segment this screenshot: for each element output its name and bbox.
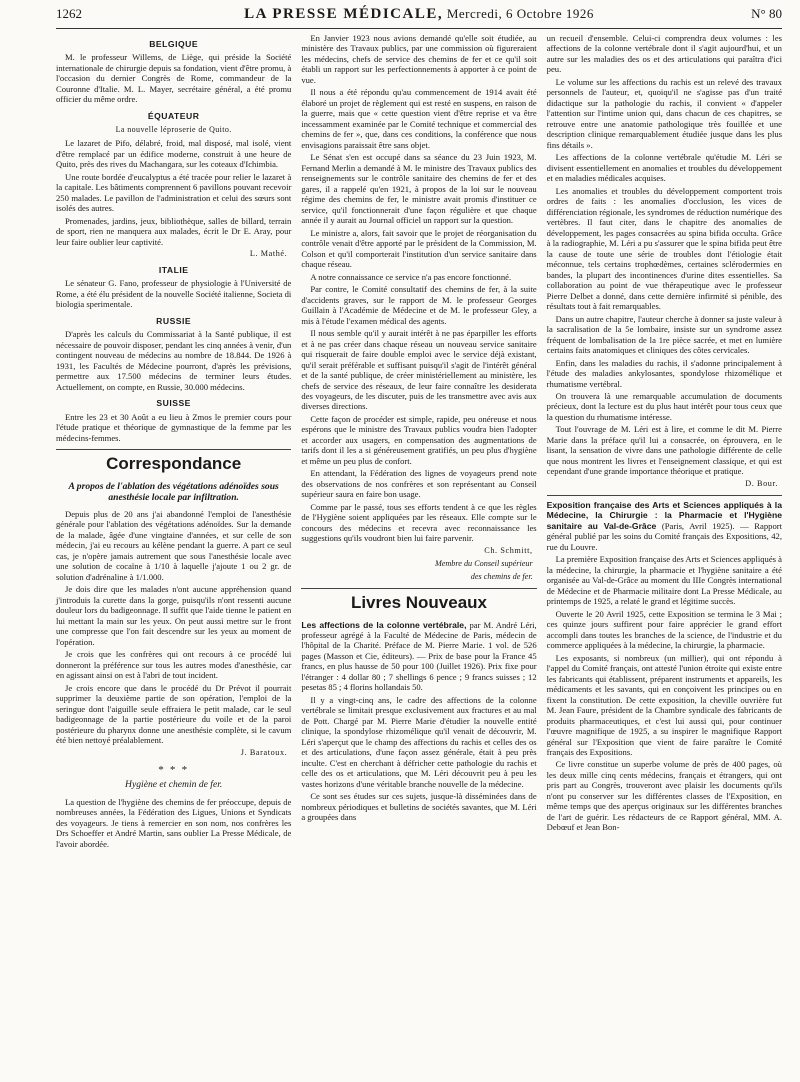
- paragraph: Promenades, jardins, jeux, bibliothèque, salles de billard, terrain de sport, rien ne manquera aux malades, écrit le Dr E. Aray, pour leur faire oublier leur captivité.: [56, 215, 292, 247]
- section-head-belgique: BELGIQUE: [149, 39, 199, 49]
- paragraph: Les exposants, si nombreux (un millier), qui ont répondu à l'appel du Comité français, ont attesté l'union étroite qui existe entre les fabricants qui établissent, préparent instruments et appareils, les médicaments et les savants, qui en conçoivent les principes ou en fixent la constitution. De cette exposition, la cheville ouvrière fut M. Jean Faure, président de la Chambre syndicale des fabricants de produits pharmaceutiques, et c'est lui aussi qui, pour continuer l'œuvre magnifique de 1925, a su inspirer le magnifique Rapport général sur l'Exposition que vient de faire paraître le Comité français des Expositions.: [546, 652, 782, 757]
- paragraph: Le volume sur les affections du rachis est un relevé des travaux personnels de l'auteur, et, quoiqu'il ne s'agisse pas d'un traité didactique sur la pathologie du rachis, il convient « d'appeler l'attention sur l'intime union qui, dans chacun de ces chapitres, se retrouve entre une anatomie pathologique très fouillée et une description clinique remarquablement étudiée jusque dans les plus fins détails ».: [546, 76, 782, 150]
- correspondance-title: Correspondance: [106, 454, 242, 474]
- paragraph: Le Sénat s'en est occupé dans sa séance du 23 Juin 1923, M. Fernand Merlin a demandé à M. le ministre des Travaux publics des renseignements sur le contrôle sanitaire des chemins de fer et des gares, il a rappelé qu'en 1921, à propos de la loi sur le nouveau régime des chemins de fer, le ministre avait promis d'instituer ce service, qu'il fonctionnerait d'une façon régulière et que chaque année il y aurait au Journal officiel un rapport sur la question.: [301, 152, 537, 226]
- journal-title: LA PRESSE MÉDICALE,: [244, 6, 444, 22]
- asterism-separator: * * *: [158, 763, 190, 776]
- book-1-reference: par M. André Léri, professeur agrégé à la Faculté de Médecine de Paris, médecin de l'hôpital de la Charité. Préface de M. Pierre Marie. 1 vol. de 526 pages (Masson et Cie, éditeurs). — Prix de base pour la France 45 francs, en plus hausse de 50 pour 100 (Juillet 1926). Prix fixe pour l'étranger : 4 dollar 80 ; 7 shellings 6 pence ; 9 francs suisses ; 12 pesetas 85 ; 4 florins hollandais 50.: [301, 619, 537, 693]
- signature-role-2: des chemins de fer.: [470, 571, 533, 581]
- section-head-suisse: SUISSE: [156, 398, 191, 409]
- paragraph: Il nous semble qu'il y aurait intérêt à ne pas éparpiller les efforts et à ne pas créer dans chaque réseau un nouveau service sanitaire qui risquerait de faire double emploi avec le service déjà existant, qu'il serait préférable et suffisant puisqu'il s'agit de l'intérêt général et de la santé publique, de créer ministériellement au ministère, les chefs de service des réseaux, de leur faire connaître les desiderata des voyageurs, de les discuter, puis de les transmettre avec avis aux diverses directions.: [301, 328, 537, 412]
- paragraph: En Janvier 1923 nous avions demandé qu'elle soit étudiée, au ministère des Travaux publics, par une commission où figureraient les médecins, chefs de service des chemins de fer et ce qu'il soit établi un rapport sur les perfectionnements à apporter à ce point de vue.: [301, 33, 537, 85]
- paragraph: Je dois dire que les malades n'ont aucune appréhension quand j'introduis la curette dans la gorge, puisqu'ils n'ont ressenti aucune douleur lors du badigeonnage. Il suffit que l'aide tienne le patient en lui mettant la main sur les yeux. On peut aussi mettre sur le front une compresse que l'on fait descendre sur les yeux au moment de l'opération.: [56, 584, 292, 647]
- paragraph: M. le professeur Willems, de Liège, qui préside la Société internationale de chirurgie depuis sa fondation, vient d'être promu, à l'occasion du dernier Congrès de Rome, commandeur de la Couronne d'Italie. M. L. Mayer, secrétaire général, a été promu officier du même ordre.: [56, 52, 292, 105]
- paragraph: Il y a vingt-cinq ans, le cadre des affections de la colonne vertébrale se limitait presque exclusivement aux fractures et au mal de Pott. Chargé par M. Pierre Marie d'étudier la nouvelle entité clinique, la spondylose rhizomélique qu'il venait de découvrir, M. Léri s'aperçut que le champ des affections du rachis et celles des os et des articulations, d'une façon assez générale, était à peu près inculte. C'est en cherchant à défricher cette pathologie du rachis et celle des os et articulations, que M. Léri découvrit peu à peu les vastes horizons d'une véritable branche nouvelle de la médecine.: [301, 694, 537, 789]
- columns: [56, 33, 782, 851]
- book-2-title: Exposition française des Arts et Sciences appliqués à la Médecine, la Chirurgie : la Pharmacie et l'Hygiène sanitaire au Val-de-Grâce: [546, 499, 782, 531]
- paragraph: La question de l'hygiène des chemins de fer préoccupe, depuis de nombreuses années, la Fédération des Ligues, Unions et Syndicats des voyageurs. Je tiens à remercier en son nom, nos confrères les Drs Schoeffer et André Martin, sans oublier La Presse Médicale, de l'avoir abordée.: [56, 796, 292, 849]
- paragraph: Dans un autre chapitre, l'auteur cherche à donner sa juste valeur à la sacralisation de la 5e lombaire, insiste sur un syndrome assez fréquent de lombalisation de la 1re pièce sacrée, et met en lumière certains faits anatomiques et cliniques des côtes cervicales.: [546, 313, 782, 356]
- paragraph: Je crois encore que dans le procédé du Dr Prévot il pourrait supprimer la deuxième partie de son opération, l'emploi de la seringue dont l'aiguille seule effraiera le petit malade, car le seul badigeonnage de la partie postérieure du voile et de la paroi postérieure du pharynx donne une anesthésie complète, si le cavum été bien nettoyé préalablement.: [56, 682, 292, 746]
- paragraph: Depuis plus de 20 ans j'ai abandonné l'emploi de l'anesthésie générale pour l'ablation des végétations adénoïdes. Sur la demande de la malade, âgée d'une vingtaine d'années, et sur celle de son médecin, j'ai eu recours au kélène pendant la guerre. A part ce seul cas, je n'opère jamais autrement que sous l'anesthésie locale avec une solution de cocaïne à 1/10 à laquelle j'ajoute 1 ou 2 gr. de solution d'adrénaline à 1/1.000.: [56, 508, 292, 582]
- paragraph: Les affections de la colonne vertébrale qu'étudie M. Léri se divisent essentiellement en anomalies et troubles du développement et en maladies médicales acquises.: [546, 152, 782, 184]
- paragraph: D'après les calculs du Commissariat à la Santé publique, il est nécessaire de pouvoir disposer, pendant les cinq années à venir, d'un contingent nouveau de médecins au nombre de 18.844. De 1926 à 1931, les Facultés de Médecine pourront, d'après les prévisions, permettre aux 17.500 médecins de terminer leurs études. Actuellement, on compte, en Russie, 30.000 médecins.: [56, 329, 292, 392]
- paragraph: Il nous a été répondu qu'au commencement de 1914 avait été élaboré un projet de règlement qui est resté en suspens, en raison de la guerre, mais que « cette question vient d'être reprise et va être incessamment examinée par le Comité technique et commercial des chemins de fer », que, dans ces conditions, la conférence que nous envisagions paraissait être sans objet.: [301, 87, 537, 150]
- paragraph: Tout l'ouvrage de M. Léri est à lire, et comme le dit M. Pierre Marie dans la préface qu'il lui a consacrée, on éprouvera, en le lisant, la sensation de vivre dans une pathologie différente de celle que nous montrent les livres et l'enseignement classique, et qui est cependant d'une grande importance théorique et pratique.: [546, 424, 782, 477]
- section-divider: [547, 495, 782, 496]
- book-2-reference: (Paris, Avril 1925). — Rapport général publié par les soins du Comité français des Expositions, 42, rue du Louvre.: [546, 520, 782, 552]
- section-head-russie: RUSSIE: [156, 315, 192, 326]
- signature-role-1: Membre du Conseil supérieur: [434, 558, 533, 568]
- paragraph: Ouverte le 20 Avril 1925, cette Exposition se termina le 3 Mai ; ces quinze jours suffirent pour faire apprécier le grand effort accompli dans toutes les branches de la science, de l'industrie et du commerce appliquées à la médecine, la chirurgie, la pharmacie.: [546, 608, 782, 651]
- signature-baratoux: J. Baratoux.: [240, 747, 288, 757]
- column-1: [56, 33, 291, 851]
- page-header: [56, 6, 782, 29]
- column-3: [547, 33, 782, 851]
- section-head-italie: ITALIE: [158, 264, 189, 275]
- section-divider: [56, 449, 291, 450]
- column-2: [301, 33, 536, 851]
- paragraph: A notre connaissance ce service n'a pas encore fonctionné.: [310, 271, 512, 282]
- book-entry-2: [547, 500, 782, 552]
- paragraph: Le ministre a, alors, fait savoir que le projet de réorganisation du contrôle venait d'être apporté par le président de la Commission, M. Colson et qu'il comporterait l'institution d'un service sanitaire dans chaque réseau.: [301, 227, 537, 270]
- section-head-equateur: ÉQUATEUR: [147, 110, 200, 121]
- paragraph: Par contre, le Comité consultatif des chemins de fer, à la suite d'accidents graves, sur le rapport de M. le professeur Georges Guillain à l'Académie de Médecine et de M. le professeur Gley, a mis à l'étude l'examen médical des agents.: [301, 284, 537, 326]
- paragraph: La première Exposition française des Arts et Sciences appliqués à la médecine, la chirurgie, la pharmacie et l'hygiène sanitaire a été organisée au Val-de-Grâce au moment du IIIe Congrès international de Médecine et de Pharmacie militaire dont La Presse Médicale, au printemps de 1925, a relaté le grand et légitime succès.: [546, 554, 782, 607]
- paragraph: Une route bordée d'eucalyptus a été tracée pour relier le lazaret à la capitale. Les bâtiments comprennent 6 pavillons pouvant recevoir 250 malades. Le pavillon de l'administration et celui des sœurs sont isolés des autres.: [56, 171, 292, 214]
- book-entry-1: [301, 620, 536, 693]
- paragraph: Le sénateur G. Fano, professeur de physiologie à l'Université de Rome, a été élu président de la nouvelle Société italienne, Societa di biologia sperimentale.: [56, 278, 292, 310]
- signature-schmitt: Ch. Schmitt,: [484, 545, 533, 555]
- paragraph: Enfin, dans les maladies du rachis, il s'adonne principalement à l'étude des maladies ankylosantes, spondylose rhizomélique et rhumatisme vertébral.: [546, 357, 782, 389]
- livres-nouveaux-title: Livres Nouveaux: [350, 592, 488, 612]
- hygiene-title: Hygiène et chemin de fer.: [125, 779, 223, 791]
- signature-mathe: L. Mathé.: [249, 248, 288, 258]
- subheading-leproserie: La nouvelle léproserie de Quito.: [115, 125, 232, 135]
- page-number: 1262: [56, 6, 82, 21]
- paragraph: Les anomalies et troubles du développement comportent trois ordres de faits : les anomalies d'occlusion, les vices de différenciation régionale, les syndromes de réduction numérique des vertèbres. Il faut citer, dans le chapitre des anomalies de développement, les pages consacrées au spina bifida occulta. Grâce à la radiographie, M. Léri a pu s'assurer que le spina bifida peut être la cause de toute une série de troubles dont l'étiologie était méconnue, tels certains trophœdèmes, certaines sclérodermies en bandes, la plupart des incontinences d'urine dites essentielles. Sa collaboration au point de vue thérapeutique avec le professeur Pierre Delbet a donné, dans cette dernière infirmité si pénible, des résultats tout à fait remarquables.: [546, 185, 782, 312]
- journal-title-line: [244, 6, 594, 23]
- paragraph: Je crois que les confrères qui ont recours à ce procédé lui donneront la préférence sur tous les autres modes d'anesthésie, car en agissant ainsi on est à l'abri de tout incident.: [56, 649, 292, 681]
- signature-bour: D. Bour.: [745, 478, 778, 488]
- issue-date: Mercredi, 6 Octobre 1926: [446, 6, 594, 21]
- paragraph: Le lazaret de Pifo, délabré, froid, mal disposé, mal isolé, vient d'être remplacé par un édifice moderne, construit à une heure de Quito, près des rives du Machangara, sur les coteaux d'Ichimbia.: [56, 138, 292, 170]
- paragraph: Cette façon de procéder est simple, rapide, peu onéreuse et nous espérons que le ministre des Travaux publics voudra bien l'adopter et accorder aux usagers, en compensation des augmentations de tarifs dont il les a si généreusement gratifiés, un peu plus d'hygiène et même un peu plus de confort.: [301, 413, 537, 466]
- paragraph: Entre les 23 et 30 Août a eu lieu à Zmos le premier cours pour l'étude pratique et théorique de gymnastique de la femme par les médecins-femmes.: [56, 411, 292, 443]
- paragraph: En attendant, la Fédération des lignes de voyageurs prend note des observations de nos confrères et son représentant au Conseil supérieur saura en faire bon usage.: [301, 468, 537, 500]
- paragraph: Comme par le passé, tous ses efforts tendent à ce que les règles de l'Hygiène soient appliquées par les réseaux. Elle compte sur le concours des médecins et recevra avec reconnaissance les suggestions qu'ils voudront bien lui faire parvenir.: [301, 501, 537, 544]
- paragraph: Ce sont ses études sur ces sujets, jusque-là disséminées dans de nombreux périodiques et bulletins de sociétés savantes, que M. Léri a groupées dans: [301, 791, 537, 823]
- correspondance-subtitle: A propos de l'ablation des végétations adénoïdes sous anesthésie locale par infiltration.: [68, 480, 279, 504]
- issue-number: N° 80: [751, 6, 782, 21]
- paragraph: Ce livre constitue un superbe volume de près de 400 pages, où les deux mille cinq cents médecins, français et étrangers, qui ont pris part au Congrès, trouveront avec plaisir les documents qu'ils n'ont pu conserver sur les différentes classes de l'Exposition, en même temps que des aperçus originaux sur les différentes branches de l'art de guérir. Les rédacteurs de ce Rapport général, MM. A. Debœuf et Jean Bon-: [546, 759, 782, 833]
- section-divider: [301, 588, 536, 589]
- book-1-title: Les affections de la colonne vertébrale,: [301, 619, 467, 630]
- paragraph: un recueil d'ensemble. Celui-ci comprendra deux volumes : les affections de la colonne vertébrale dont il s'agit aujourd'hui, et un autre sur les maladies des os et des articulations qui paraîtra d'ici peu.: [546, 33, 782, 75]
- paragraph: On trouvera là une remarquable accumulation de documents précieux, dont la lecture est du plus haut intérêt pour tous ceux que la question du rhumatisme intéresse.: [546, 390, 782, 422]
